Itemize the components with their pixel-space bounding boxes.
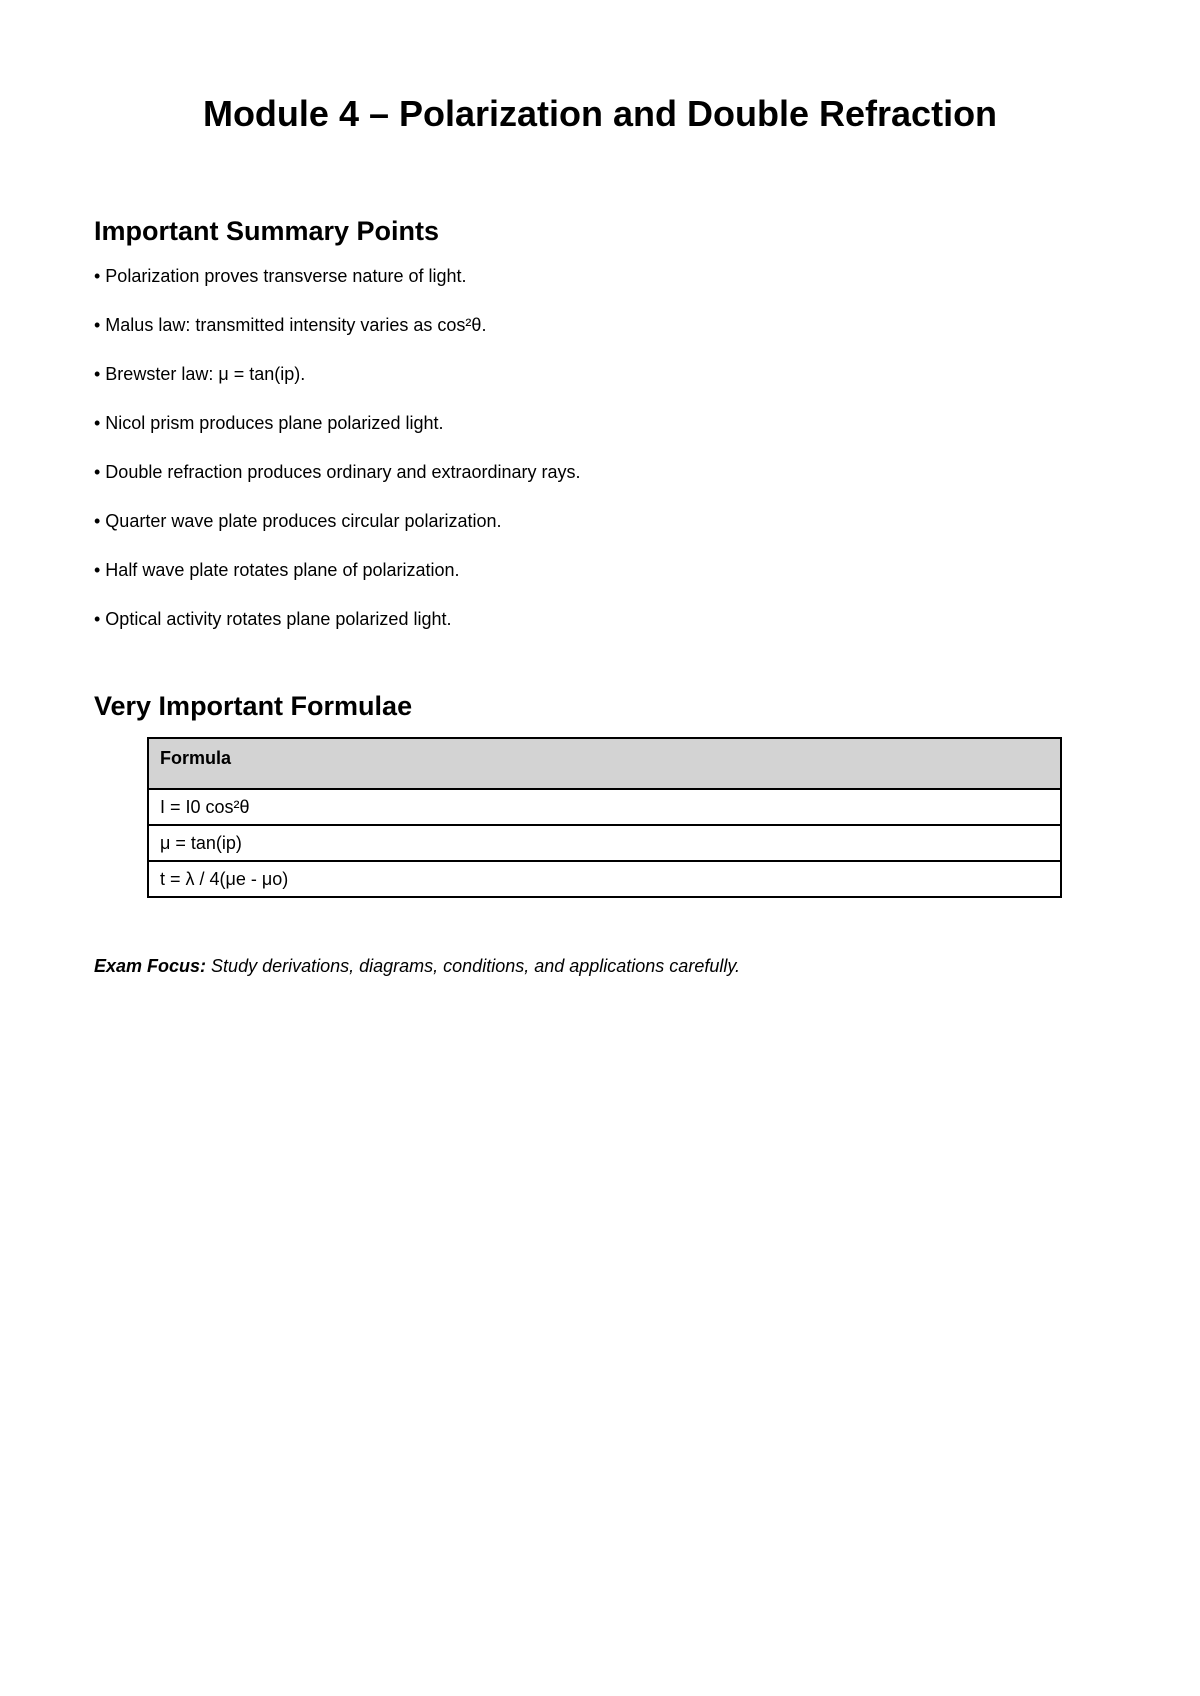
table-row: [148, 861, 1061, 897]
list-item: • Quarter wave plate produces circular polarization.: [94, 511, 502, 531]
exam-focus-label: Exam Focus:: [94, 956, 207, 976]
table-cell: μ = tan(ip): [148, 825, 1061, 861]
table-row: [148, 825, 1061, 861]
table-cell: t = λ / 4(μe - μo): [148, 861, 1061, 897]
table-header-row: [148, 738, 1061, 789]
exam-focus-note: [94, 953, 740, 979]
page-title: Module 4 – Polarization and Double Refraction: [202, 93, 998, 134]
list-item: • Malus law: transmitted intensity varies as cos²θ.: [94, 315, 487, 335]
formula-table: [147, 737, 1062, 898]
list-item: • Polarization proves transverse nature of light.: [94, 266, 467, 286]
list-item: • Double refraction produces ordinary and extraordinary rays.: [94, 462, 581, 482]
list-item: • Nicol prism produces plane polarized light.: [94, 413, 444, 433]
summary-heading: Important Summary Points: [94, 216, 440, 246]
list-item: • Half wave plate rotates plane of polarization.: [94, 560, 460, 580]
table-cell: I = I0 cos²θ: [148, 789, 1061, 825]
table-row: [148, 789, 1061, 825]
exam-focus-text: Study derivations, diagrams, conditions, and applications carefully.: [206, 956, 740, 976]
list-item: • Optical activity rotates plane polarized light.: [94, 609, 452, 629]
list-item: • Brewster law: μ = tan(ip).: [94, 364, 306, 384]
formulae-heading: Very Important Formulae: [94, 691, 413, 721]
summary-list: [94, 263, 581, 632]
column-header-formula: Formula: [148, 738, 1061, 789]
